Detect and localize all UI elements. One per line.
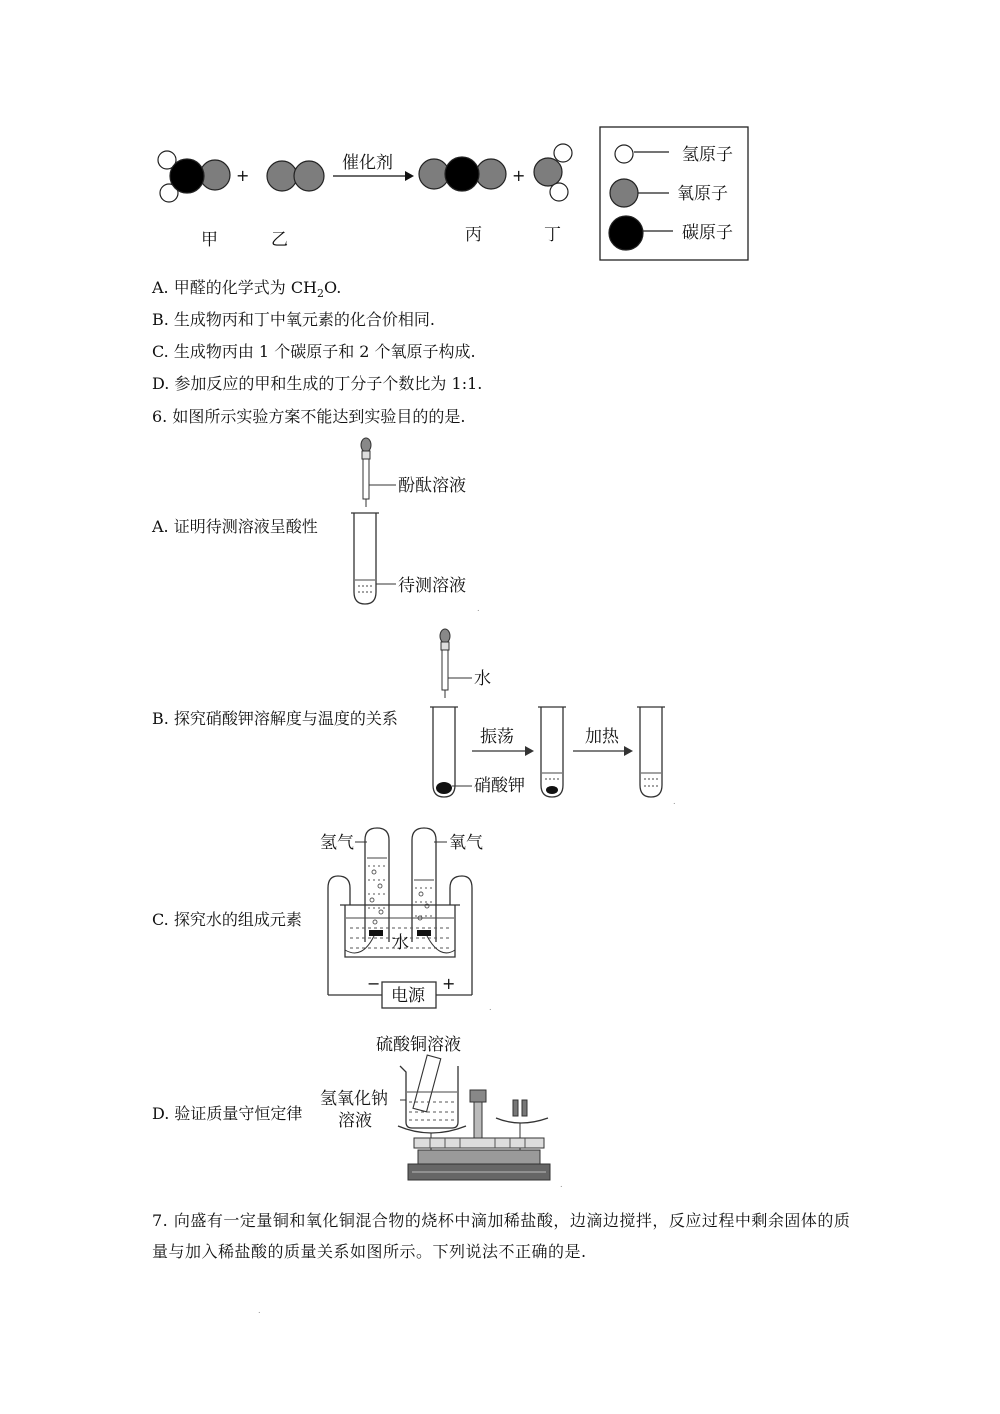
label-test-solution: 待测溶液	[398, 576, 466, 596]
q7-text: 7. 向盛有一定量铜和氧化铜混合物的烧杯中滴加稀盐酸，边滴边搅拌，反应过程中剩余固体的质量与加入稀盐酸的质量关系如图所示。下列说法不正确的是.	[152, 1211, 851, 1261]
label-ding: 丁	[544, 225, 561, 245]
legend-oxygen: 氧原子	[677, 184, 728, 204]
q6-stem: 6. 如图所示实验方案不能达到实验目的的是.	[152, 407, 466, 426]
label-sodium-hydroxide: 氢氧化钠	[320, 1089, 388, 1109]
svg-text:+: +	[512, 166, 526, 185]
q6-option-d-text: D. 验证质量守恒定律	[152, 1104, 303, 1123]
label-water-b: 水	[474, 669, 491, 689]
label-minus: −	[367, 974, 381, 993]
q5-option-d: D. 参加反应的甲和生成的丁分子个数比为 1:1.	[152, 374, 483, 393]
q5-option-a: A. 甲醛的化学式为 $CH_2O$.	[152, 278, 342, 301]
label-copper-sulfate: 硫酸铜溶液	[376, 1035, 461, 1055]
legend-carbon: 碳原子	[682, 223, 733, 243]
label-heat: 加热	[585, 727, 619, 747]
q6-option-b-text: B. 探究硝酸钾溶解度与温度的关系	[152, 709, 398, 728]
label-shake: 振荡	[480, 727, 514, 747]
label-plus: +	[442, 974, 456, 993]
label-phenolphthalein: 酚酞溶液	[398, 476, 466, 496]
label-water-c: 水	[392, 933, 409, 953]
label-solution: 溶液	[338, 1111, 372, 1131]
svg-text:+: +	[236, 166, 250, 185]
legend-hydrogen: 氢原子	[682, 145, 733, 165]
q5-option-c: C. 生成物丙由 1 个碳原子和 2 个氧原子构成.	[152, 342, 476, 361]
label-power-source: 电源	[391, 986, 425, 1006]
label-hydrogen-gas: 氢气	[320, 833, 354, 853]
label-oxygen-gas: 氧气	[449, 833, 483, 853]
catalyst-label: 催化剂	[342, 153, 393, 173]
label-yi: 乙	[271, 230, 288, 250]
q6-option-a-text: A. 证明待测溶液呈酸性	[152, 517, 318, 536]
q6-option-c-text: C. 探究水的组成元素	[152, 910, 302, 929]
label-bing: 丙	[465, 225, 482, 245]
label-jia: 甲	[201, 230, 218, 250]
label-kno3: 硝酸钾	[474, 776, 525, 796]
q5-option-b: B. 生成物丙和丁中氧元素的化合价相同.	[152, 310, 436, 329]
